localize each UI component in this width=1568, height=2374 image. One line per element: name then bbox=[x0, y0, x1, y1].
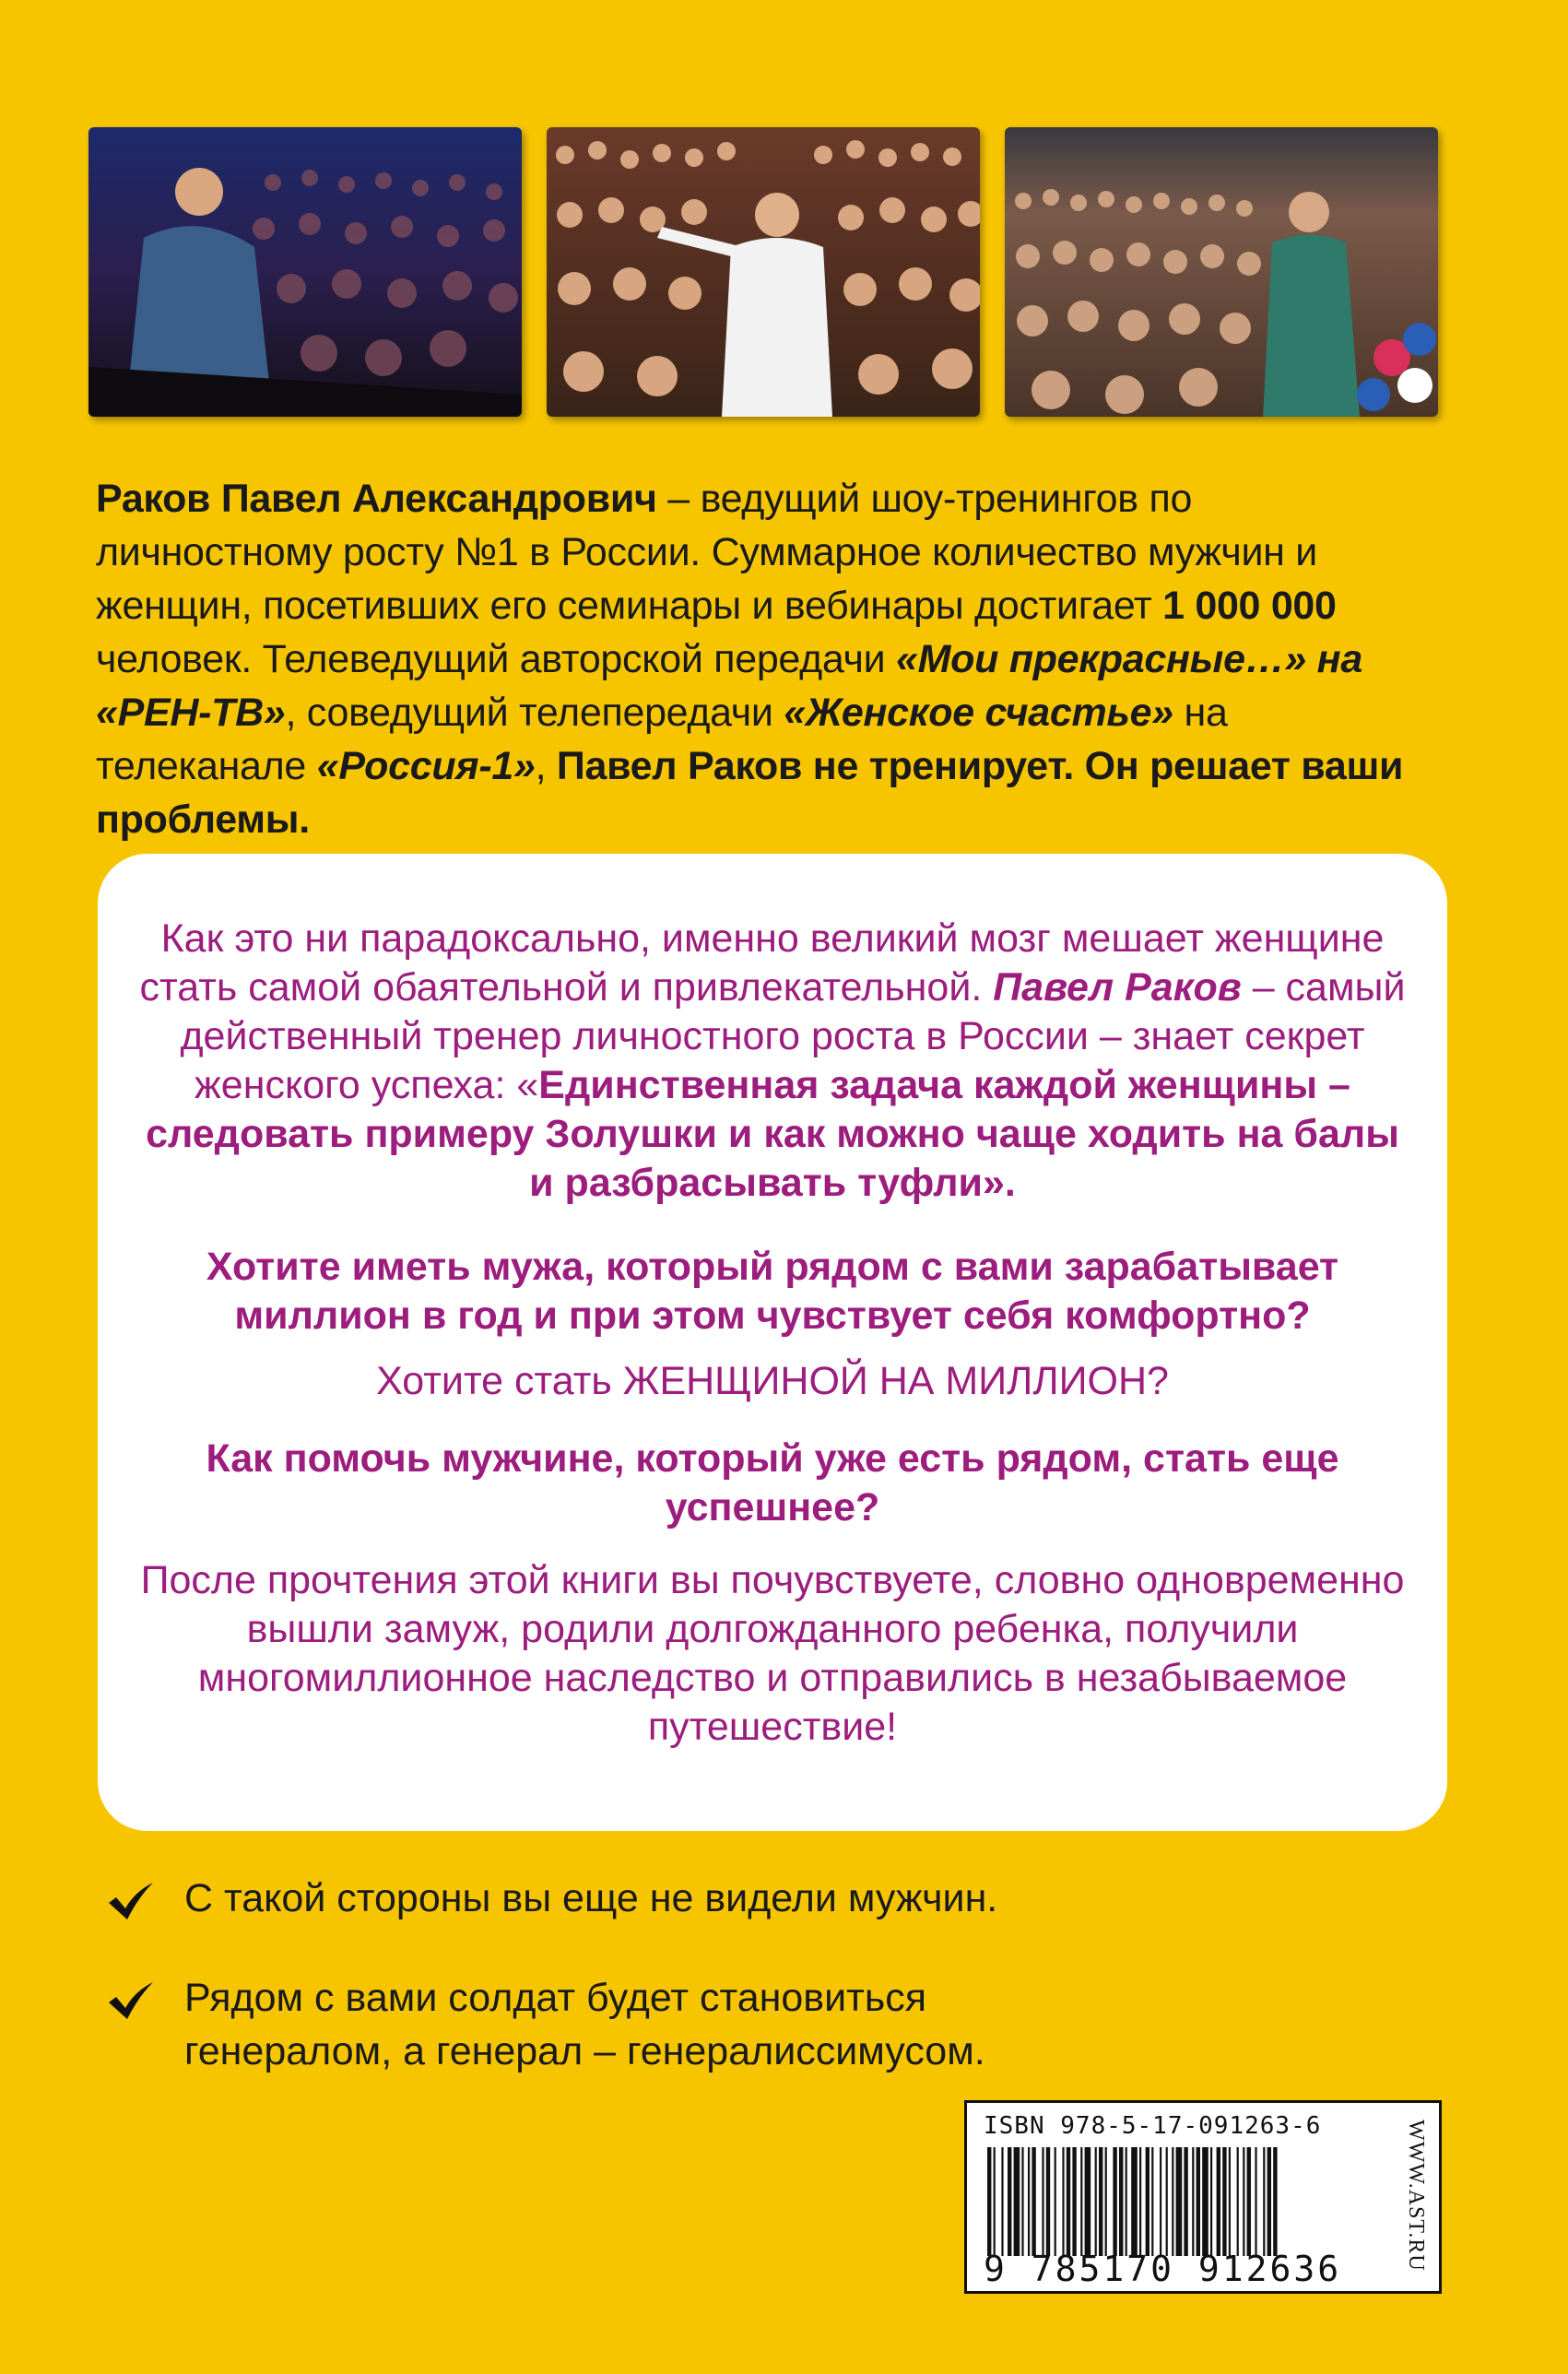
author-bio bbox=[96, 472, 1405, 846]
blurb-text: Как это ни парадоксально, именно великий мозг мешает женщине стать самой обаятельной и привлекательной. bbox=[139, 916, 1385, 1010]
blurb-promise: После прочтения этой книги вы почувствуете, словно одновременно вышли замуж, родили долгожданного ребенка, получили многомиллионное наследство и отправились в незабываемое путешествие! bbox=[140, 1558, 1405, 1749]
isbn-block bbox=[964, 2100, 1442, 2294]
bullet-text: С такой стороны вы еще не видели мужчин. bbox=[184, 1876, 998, 1920]
isbn-label: ISBN 978-5-17-091263-6 bbox=[984, 2112, 1322, 2140]
bio-text: , bbox=[535, 744, 557, 788]
barcode bbox=[987, 2147, 1378, 2256]
tv-show-title: «Женское счастье» bbox=[784, 691, 1173, 735]
bio-tagline: Павел Раков не тренирует. Он решает ваши проблемы. bbox=[96, 744, 1404, 842]
blurb-intro bbox=[135, 915, 1410, 1208]
bio-text: на телеканале bbox=[96, 691, 1228, 788]
checkmark-icon bbox=[107, 1881, 155, 1921]
blurb-quote: Единственная задача каждой женщины – следовать примеру Золушки и как можно чаще ходить на балы и разбрасывать туфли bbox=[146, 1063, 1399, 1205]
question-income: Хотите иметь мужа, который рядом с вами зарабатывает миллион в год и при этом чувствует себя комфортно? bbox=[206, 1245, 1339, 1338]
bullet-text: Рядом с вами солдат будет становиться генералом, а генерал – генералиссимусом. bbox=[184, 1976, 985, 2073]
photo-speaker-crowd bbox=[547, 127, 980, 417]
checkmark-icon bbox=[107, 1980, 155, 2021]
bio-text: – ведущий шоу-тренингов по личностному росту №1 в России. Суммарное количество мужчин и женщин, посетивших его семинары и вебинары достигает bbox=[96, 477, 1317, 628]
author-name: Раков Павел Александрович bbox=[96, 477, 657, 521]
tv-show-title: «Мои прекрасные…» на «РЕН-ТВ» bbox=[96, 637, 1362, 735]
photo-strip bbox=[88, 127, 1438, 417]
bio-text: , соведущий телепередачи bbox=[285, 691, 784, 735]
blurb-panel bbox=[98, 854, 1447, 1831]
photo-speaker-seated bbox=[88, 127, 522, 417]
blurb-text: ». bbox=[982, 1161, 1016, 1205]
photo-speaker-audience bbox=[1005, 127, 1438, 417]
bio-text: человек. Телеведущий авторской передачи bbox=[96, 637, 897, 681]
question-help: Как помочь мужчине, который уже есть рядом, стать еще успешнее? bbox=[206, 1436, 1339, 1530]
tv-channel-name: «Россия-1» bbox=[316, 744, 536, 788]
isbn-digits: 9 785170 912636 bbox=[984, 2249, 1342, 2289]
publisher-url: WWW.AST.RU bbox=[1404, 2120, 1428, 2272]
author-name-emphasis: Павел Раков bbox=[993, 965, 1242, 1010]
question-million: Хотите стать ЖЕНЩИНОЙ НА МИЛЛИОН? bbox=[376, 1359, 1169, 1403]
visitor-count: 1 000 000 bbox=[1162, 584, 1337, 628]
blurb-text: – самый действенный тренер личностного роста в России – знает секрет женского успеха: « bbox=[180, 965, 1406, 1107]
